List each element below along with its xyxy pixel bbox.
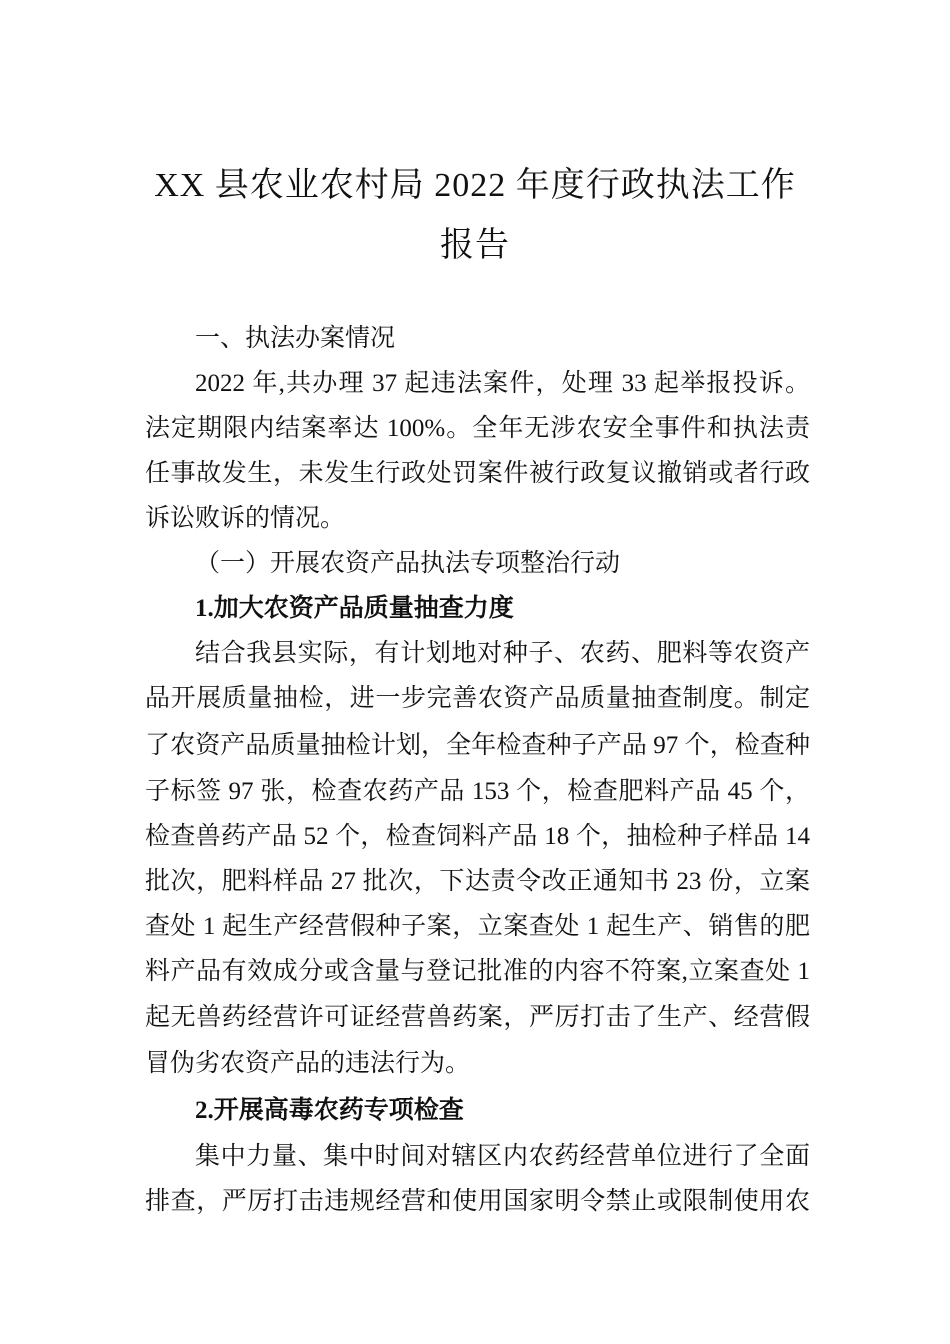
text-line: 料产品有效成分或含量与登记批准的内容不符案,立案查处 1 <box>145 958 810 985</box>
text-line: 任事故发生，未发生行政处罚案件被行政复议撤销或者行政 <box>145 460 810 487</box>
text-line: 批次，肥料样品 27 批次，下达责令改正通知书 23 份，立案 <box>145 868 810 895</box>
section-heading: 1.加大农资产品质量抽查力度 <box>195 595 514 622</box>
text-line: 排查，严厉打击违规经营和使用国家明令禁止或限制使用农 <box>145 1188 810 1215</box>
text-line: 结合我县实际，有计划地对种子、农药、肥料等农资产 <box>195 640 810 667</box>
text-line: 冒伪劣农资产品的违法行为。 <box>145 1050 471 1077</box>
title-line-1: XX 县农业农村局 2022 年度行政执法工作 <box>154 167 796 204</box>
text-line: 检查兽药产品 52 个，检查饲料产品 18 个，抽检种子样品 14 <box>145 823 810 850</box>
title-line-2: 报告 <box>440 227 510 264</box>
text-line: 了农资产品质量抽检计划，全年检查种子产品 97 个，检查种 <box>145 732 810 759</box>
text-line: 一、执法办案情况 <box>195 325 396 352</box>
text-line: 2022 年,共办理 37 起违法案件，处理 33 起举报投诉。 <box>195 370 810 397</box>
text-line: 起无兽药经营许可证经营兽药案，严厉打击了生产、经营假 <box>145 1004 810 1031</box>
section-heading: 2.开展高毒农药专项检查 <box>195 1097 464 1124</box>
text-line: 子标签 97 张，检查农药产品 153 个，检查肥料产品 45 个， <box>145 778 810 805</box>
text-line: 法定期限内结案率达 100%。全年无涉农安全事件和执法责 <box>145 415 810 442</box>
text-line: 查处 1 起生产经营假种子案，立案查处 1 起生产、销售的肥 <box>145 913 810 940</box>
text-line: 集中力量、集中时间对辖区内农药经营单位进行了全面 <box>195 1143 810 1170</box>
text-line: 诉讼败诉的情况。 <box>145 505 346 532</box>
text-line: （一）开展农资产品执法专项整治行动 <box>195 550 621 577</box>
text-line: 品开展质量抽检，进一步完善农资产品质量抽查制度。制定 <box>145 685 810 712</box>
